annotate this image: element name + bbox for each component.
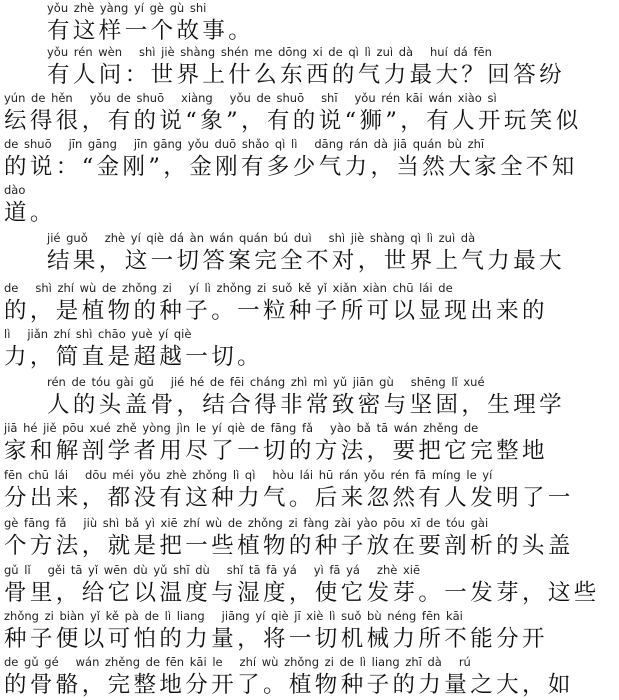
pinyin-line: de shì zhí wù de zhǒng zi yí lì zhǒng zi suǒ kě yǐ xiǎn xiàn chū lái de xyxy=(4,281,453,295)
text-line xyxy=(0,230,619,276)
hanzi-line: 个方法，就是把一些植物的种子放在要剖析的头盖 xyxy=(4,533,574,559)
hanzi-line: 家和解剖学者用尽了一切的方法，要把它完整地 xyxy=(4,438,548,464)
text-line xyxy=(0,562,619,608)
pinyin-line: de gǔ gé wán zhěng de fēn kāi le zhí wù zhǒng zi de lì liang zhī dà rú xyxy=(4,655,471,669)
pinyin-line: rén de tóu gài gǔ jié hé de fēi cháng zhì mì yǔ jiān gù shēng lǐ xué xyxy=(47,375,485,389)
text-line xyxy=(0,44,619,90)
hanzi-line: 道。 xyxy=(4,200,56,226)
text-line xyxy=(0,608,619,654)
hanzi-line: 骨里，给它以温度与湿度，使它发芽。一发芽，这些 xyxy=(4,580,600,606)
pinyin-line: gè fāng fǎ jiù shì bǎ yì xiē zhí wù de zhǒng zi fàng zài yào pōu xī de tóu gài xyxy=(4,516,489,530)
pinyin-line: yǒu zhè yàng yí gè gù shi xyxy=(47,1,207,15)
hanzi-line: 的骨骼，完整地分开了。植物种子的力量之大，如 xyxy=(4,672,574,698)
hanzi-line: 的说：“金刚”，金刚有多少气力，当然大家全不知 xyxy=(4,154,578,180)
pinyin-line: dào xyxy=(4,183,26,197)
hanzi-line: 的，是植物的种子。一粒种子所可以显现出来的 xyxy=(4,298,548,324)
text-line xyxy=(0,136,619,182)
hanzi-line: 力，简直是超越一切。 xyxy=(4,344,264,370)
title-line xyxy=(0,0,619,46)
text-line xyxy=(0,515,619,561)
text-line xyxy=(0,374,619,420)
text-line xyxy=(0,420,619,466)
pinyin-line: lì jiǎn zhí shì chāo yuè yí qiè xyxy=(4,327,192,341)
hanzi-line: 纭得很，有的说“象”，有的说“狮”，有人开玩笑似 xyxy=(4,108,582,134)
text-line xyxy=(0,280,619,326)
hanzi-line: 人的头盖骨，结合得非常致密与坚固，生理学 xyxy=(47,392,566,418)
pinyin-line: yún de hěn yǒu de shuō xiàng yǒu de shuō shī yǒu rén kāi wán xiào sì xyxy=(4,91,497,105)
pinyin-line: yǒu rén wèn shì jiè shàng shén me dōng xi de qì lì zuì dà huí dá fēn xyxy=(47,45,492,59)
text-line xyxy=(0,654,619,700)
hanzi-line: 分出来，都没有这种力气。后来忽然有人发明了一 xyxy=(4,485,574,511)
pinyin-line: de shuō jīn gāng jīn gāng yǒu duō shǎo qì lì dāng rán dà jiā quán bù zhī xyxy=(4,137,485,151)
hanzi-line: 结果，这一切答案完全不对，世界上气力最大 xyxy=(47,248,566,274)
text-line xyxy=(0,182,619,228)
text-line xyxy=(0,467,619,513)
text-line xyxy=(0,90,619,136)
hanzi-line: 有人问：世界上什么东西的气力最大？回答纷 xyxy=(47,62,566,88)
pinyin-line: gǔ lǐ gěi tā yǐ wēn dù yǔ shī dù shǐ tā fā yá yì fā yá zhè xiē xyxy=(4,563,421,577)
hanzi-line: 种子便以可怕的力量，将一切机械力所不能分开 xyxy=(4,626,548,652)
pinyin-line: jié guǒ zhè yí qiè dá àn wán quán bú duì shì jiè shàng qì lì zuì dà xyxy=(47,231,476,245)
pinyin-line: zhǒng zi biàn yǐ kě pà de lì liang jiāng yí qiè jī xiè lì suǒ bù néng fēn kāi xyxy=(4,609,463,623)
hanzi-line: 有这样一个故事。 xyxy=(47,18,255,44)
pinyin-line: fēn chū lái dōu méi yǒu zhè zhǒng lì qì hòu lái hū rán yǒu rén fā míng le yí xyxy=(4,468,493,482)
text-line xyxy=(0,326,619,372)
pinyin-line: jiā hé jiě pōu xué zhě yòng jìn le yí qiè de fāng fǎ yào bǎ tā wán zhěng de xyxy=(4,421,479,435)
